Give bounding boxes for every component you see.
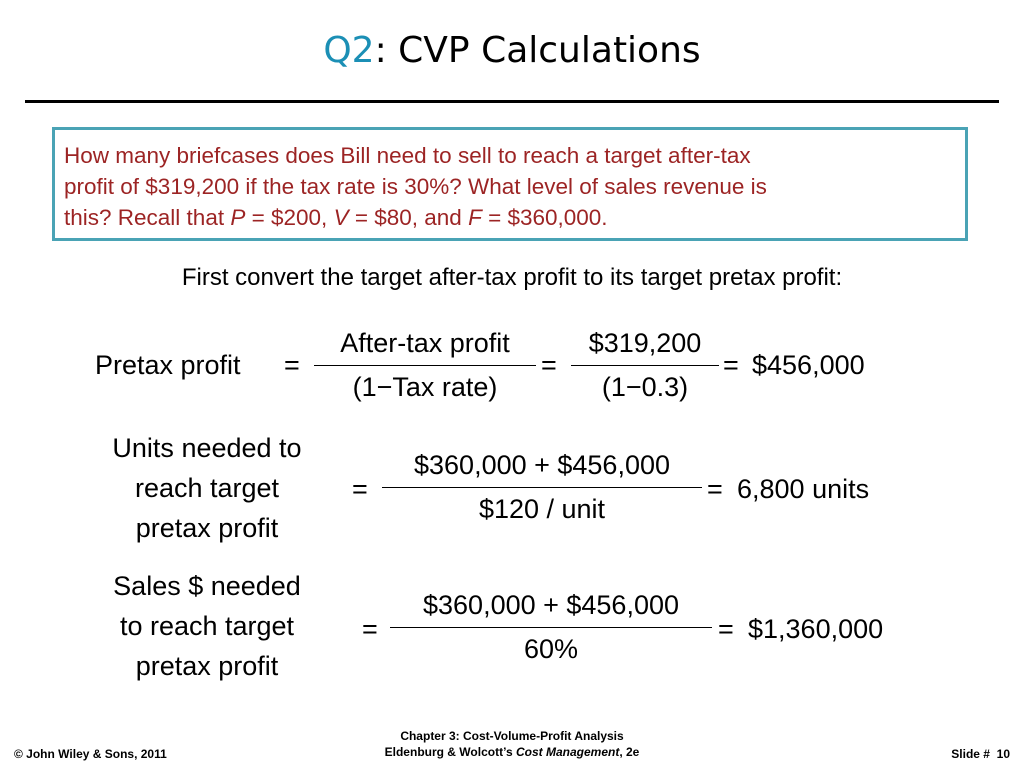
footer-book-title: Cost Management bbox=[515, 745, 620, 759]
title-divider bbox=[25, 100, 999, 103]
eq2-denominator: $120 / unit bbox=[478, 494, 606, 524]
eq3-equals-2: = bbox=[718, 614, 734, 644]
variable-cost-symbol: V bbox=[333, 205, 349, 230]
price-symbol: P bbox=[230, 205, 246, 230]
eq2-equals-2: = bbox=[707, 474, 723, 504]
question-text-b: = $200, bbox=[245, 205, 334, 230]
eq3-label-line-3: pretax profit bbox=[135, 651, 279, 681]
eq3-label-line-1: Sales $ needed bbox=[113, 571, 301, 601]
eq2-label-line-2: reach target bbox=[134, 473, 280, 503]
eq1-fraction-2 bbox=[571, 328, 719, 403]
eq1-frac2-denominator: (1−0.3) bbox=[601, 372, 689, 402]
eq3-numerator: $360,000 + $456,000 bbox=[423, 590, 679, 620]
question-text-d: = $360,000. bbox=[481, 205, 608, 230]
eq1-frac2-numerator: $319,200 bbox=[588, 328, 702, 358]
footer-authors: Eldenburg & Wolcott’s bbox=[384, 745, 516, 759]
eq1-fraction-1 bbox=[314, 328, 536, 403]
slide-title bbox=[0, 30, 1024, 71]
question-line-2: profit of $319,200 if the tax rate is 30%? What level of sales revenue is bbox=[64, 174, 767, 199]
title-rest: : CVP Calculations bbox=[374, 30, 701, 71]
intro-text: First convert the target after-tax profit to its target pretax profit: bbox=[181, 264, 843, 291]
eq3-label bbox=[82, 566, 332, 686]
eq3-equals-1: = bbox=[362, 614, 378, 644]
eq3-result: $1,360,000 bbox=[748, 614, 884, 644]
title-prefix: Q2 bbox=[323, 30, 375, 71]
eq1-result: $456,000 bbox=[752, 350, 865, 380]
eq1-equals-3: = bbox=[723, 350, 739, 380]
footer-copyright: © John Wiley & Sons, 2011 bbox=[14, 747, 167, 761]
fixed-cost-symbol: F bbox=[468, 205, 482, 230]
eq2-label-line-1: Units needed to bbox=[112, 433, 302, 463]
footer-slide-number: Slide # 10 bbox=[951, 747, 1010, 761]
footer-book bbox=[0, 744, 1024, 760]
eq1-frac1-denominator: (1−Tax rate) bbox=[352, 372, 498, 402]
footer-edition: , 2e bbox=[619, 745, 640, 759]
question-line-3 bbox=[64, 202, 955, 233]
question-box bbox=[52, 127, 968, 241]
eq2-numerator: $360,000 + $456,000 bbox=[414, 450, 670, 480]
eq3-denominator: 60% bbox=[523, 634, 579, 664]
eq3-label-line-2: to reach target bbox=[119, 611, 295, 641]
eq1-equals-2: = bbox=[541, 350, 557, 380]
question-text-c: = $80, and bbox=[348, 205, 469, 230]
eq3-fraction bbox=[390, 590, 712, 665]
eq1-label: Pretax profit bbox=[95, 350, 241, 380]
footer-center bbox=[0, 728, 1024, 760]
eq2-fraction bbox=[382, 450, 702, 525]
eq2-label bbox=[82, 428, 332, 548]
footer-chapter: Chapter 3: Cost-Volume-Profit Analysis bbox=[400, 729, 624, 743]
eq2-result: 6,800 units bbox=[737, 474, 870, 504]
eq2-label-line-3: pretax profit bbox=[135, 513, 279, 543]
eq1-frac1-numerator: After-tax profit bbox=[340, 328, 510, 358]
question-line-1: How many briefcases does Bill need to sell to reach a target after-tax bbox=[64, 143, 751, 168]
question-text-a: this? Recall that bbox=[64, 205, 231, 230]
eq1-equals-1: = bbox=[284, 350, 300, 380]
eq2-equals-1: = bbox=[352, 474, 368, 504]
